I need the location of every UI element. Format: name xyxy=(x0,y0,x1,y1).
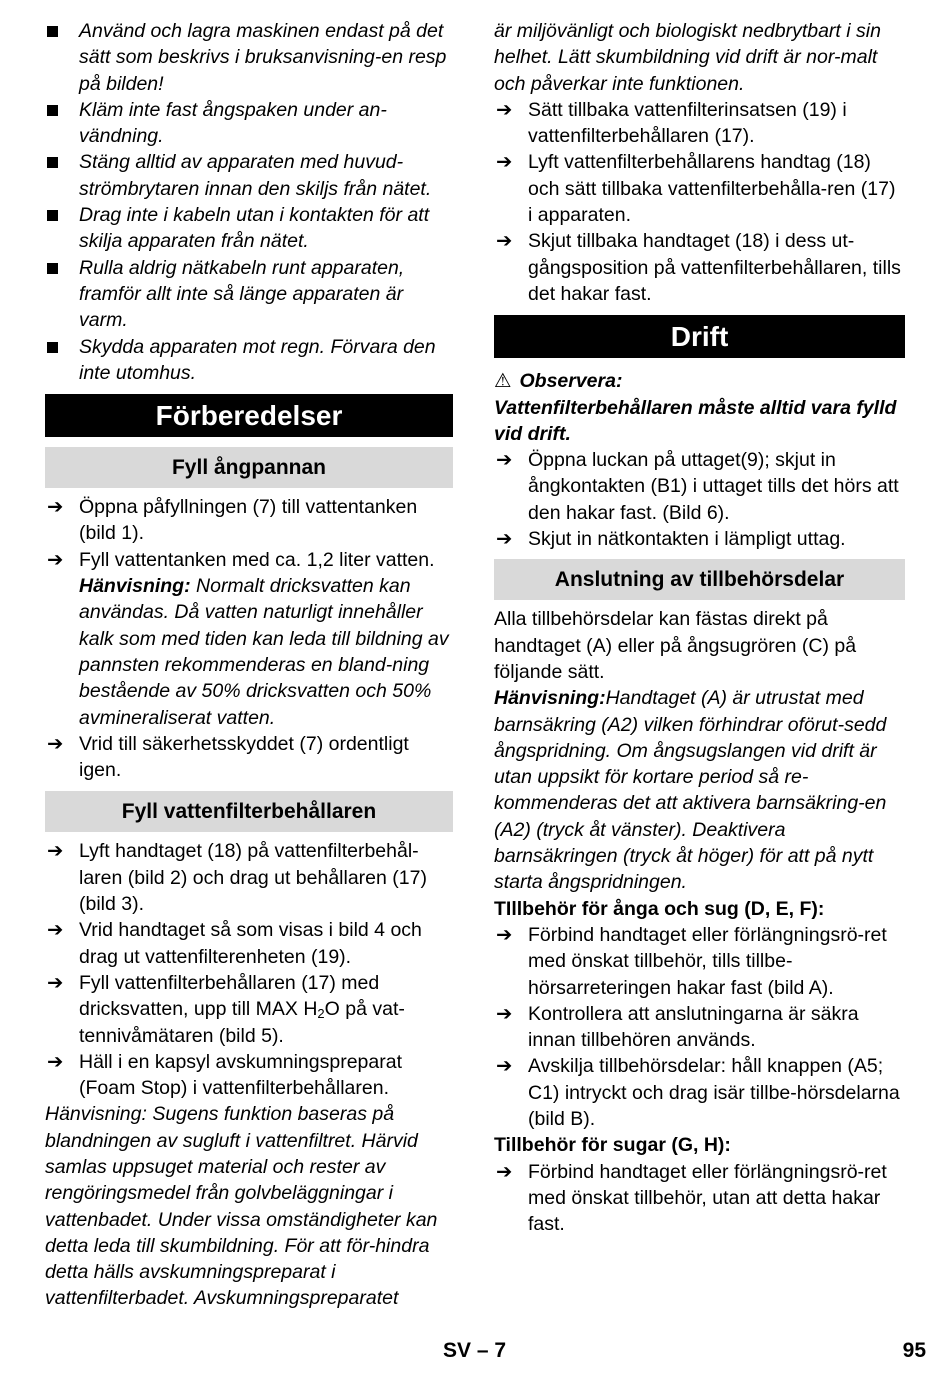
warning-text: Vattenfilterbehållaren måste alltid vara fylld vid drift. xyxy=(494,396,897,445)
note-label: Hänvisning xyxy=(45,1103,142,1126)
step-text: Kontrollera att anslutningarna är säkra innan tillbehören används. xyxy=(528,1002,859,1052)
arrow-right-icon: ➔ xyxy=(496,1002,513,1025)
instruction-step xyxy=(494,922,905,1001)
step-text: Vrid handtaget så som visas i bild 4 och drag ut vattenfilterenheten (19). xyxy=(79,919,422,968)
suction-accessory-heading: Tillbehör för sugar (G, H): xyxy=(494,1134,731,1157)
page-number: 95 xyxy=(902,1339,926,1362)
step-text: Skjut in nätkontakten i lämpligt uttag. xyxy=(528,528,846,551)
subheading-accessory-connection: Anslutning av tillbehörsdelar xyxy=(494,559,905,600)
section-heading-forberedelser: Förberedelser xyxy=(45,394,453,437)
note-paragraph xyxy=(45,1101,453,1311)
instruction-step xyxy=(494,228,905,307)
warning-triangle-icon: ⚠ xyxy=(494,370,512,393)
instruction-step xyxy=(45,731,453,784)
instruction-step xyxy=(45,494,453,547)
square-bullet-icon xyxy=(47,334,71,360)
square-bullet-icon xyxy=(47,202,71,228)
step-text: Skjut tillbaka handtaget (18) i dess ut-gångsposition på vattenfilterbehållaren, tills det hakar fast. xyxy=(528,230,901,305)
instruction-step xyxy=(494,526,905,552)
instruction-step xyxy=(45,547,453,731)
step-text: Öppna påfyllningen (7) till vattentanken (bild 1). xyxy=(79,496,418,545)
safety-item xyxy=(45,97,453,150)
safety-text: Rulla aldrig nätkabeln runt apparaten, framför allt inte så länge apparaten är varm. xyxy=(79,256,405,332)
note-paragraph xyxy=(494,685,905,895)
subheading-fill-water-filter: Fyll vattenfilterbehållaren xyxy=(45,791,453,832)
square-bullet-icon xyxy=(47,97,71,123)
note-text: Handtaget (A) är utrustat med barnsäkring (A2) vilken förhindrar oförut-sedd ångspridning. Om ångsugslangen vid drift är utan uppsikt för kortare period så re-kommenderas det att aktivera barnsäkring-en (A2) (tryck åt vänster). Deaktivera barnsäkringen (tryck åt höger) för att på nytt starta ångspridningen. xyxy=(494,687,887,894)
arrow-right-icon: ➔ xyxy=(47,840,64,863)
arrow-right-icon: ➔ xyxy=(47,919,64,942)
square-bullet-icon xyxy=(47,18,71,44)
right-column xyxy=(494,18,905,1237)
arrow-right-icon: ➔ xyxy=(496,230,513,253)
instruction-step xyxy=(494,447,905,526)
instruction-step xyxy=(494,149,905,228)
arrow-right-icon: ➔ xyxy=(496,923,513,946)
arrow-right-icon: ➔ xyxy=(47,732,64,755)
steam-accessory-heading: TIllbehör för ånga och sug (D, E, F): xyxy=(494,897,825,920)
instruction-step xyxy=(494,97,905,150)
arrow-right-icon: ➔ xyxy=(47,548,64,571)
safety-item xyxy=(45,255,453,334)
step-text: Vrid till säkerhetsskyddet (7) ordentligt igen. xyxy=(79,732,409,782)
subheading-fill-boiler: Fyll ångpannan xyxy=(45,447,453,488)
step-text: Förbind handtaget eller förlängningsrö-ret med önskat tillbehör, utan att detta hakar fast. xyxy=(528,1160,887,1236)
left-column xyxy=(45,18,453,1312)
instruction-step xyxy=(45,1049,453,1102)
instruction-step xyxy=(45,838,453,917)
step-text: Sätt tillbaka vattenfilterinsatsen (19) i vattenfilterbehållaren (17). xyxy=(528,98,847,148)
instruction-step xyxy=(45,917,453,970)
step-text: Lyft handtaget (18) på vattenfilterbehål-laren (bild 2) och drag ut behållaren (17) (bild 3). xyxy=(79,840,427,916)
arrow-right-icon: ➔ xyxy=(47,971,64,994)
note-label: Hänvisning: xyxy=(79,575,191,598)
arrow-right-icon: ➔ xyxy=(47,496,64,519)
step-text: O på vat-tennivåmätaren (bild 5). xyxy=(79,998,405,1047)
footer-section-label: SV – 7 xyxy=(443,1339,507,1362)
step-text: Avskilja tillbehörsdelar: håll knappen (A5; C1) intryckt och drag isär tillbe-hörsdelarna (bild B). xyxy=(528,1055,900,1130)
note-label: Hänvisning: xyxy=(494,687,606,710)
step-text: Fyll vattenfilterbehållaren (17) med dricksvatten, upp till MAX H xyxy=(79,971,380,1021)
safety-text: Drag inte i kabeln utan i kontakten för att skilja apparaten från nätet. xyxy=(79,204,430,253)
arrow-right-icon: ➔ xyxy=(496,1055,513,1078)
safety-item xyxy=(45,202,453,255)
warning-label: Observera: xyxy=(519,370,623,393)
instruction-step xyxy=(494,1001,905,1054)
arrow-right-icon: ➔ xyxy=(496,449,513,472)
continued-paragraph: är miljövänligt och biologiskt nedbrytbart i sin helhet. Lätt skumbildning vid drift är nor-malt och påverkar inte funktionen. xyxy=(494,20,881,95)
step-text: Lyft vattenfilterbehållarens handtag (18) och sätt tillbaka vattenfilterbehålla-ren (17) i apparaten. xyxy=(528,151,896,227)
step-text: Häll i en kapsyl avskumningspreparat (Foam Stop) i vattenfilterbehållaren. xyxy=(79,1050,402,1100)
note-text: : Sugens funktion baseras på blandningen av sugluft i vattenfiltret. Härvid samlas uppsuget material och rester av rengöringsmedel från golvbeläggningar i vattenbadet. Under vissa omständigheter kan detta leda till skumbildning. För att för-hindra detta hälls avskumningspreparat i vattenfilterbadet. Avskumningspreparatet xyxy=(45,1103,438,1310)
instruction-step xyxy=(45,970,453,1049)
arrow-right-icon: ➔ xyxy=(47,1050,64,1073)
safety-text: Kläm inte fast ångspaken under an-vändning. xyxy=(79,98,387,148)
step-text: Förbind handtaget eller förlängningsrö-ret med önskat tillbehör, tills tillbe-hörsarreteringen hakar fast (bild A). xyxy=(528,923,887,999)
safety-text: Använd och lagra maskinen endast på det sätt som beskrivs i bruksanvisning-en resp på bilden! xyxy=(79,20,447,95)
accessory-intro: Alla tillbehörsdelar kan fästas direkt på handtaget (A) eller på ångsugrören (C) på följande sätt. xyxy=(494,608,857,683)
safety-item xyxy=(45,149,453,202)
safety-list xyxy=(45,18,453,386)
safety-text: Stäng alltid av apparaten med huvud-strömbrytaren innan den skiljs från nätet. xyxy=(79,151,432,200)
square-bullet-icon xyxy=(47,255,71,281)
arrow-right-icon: ➔ xyxy=(496,151,513,174)
arrow-right-icon: ➔ xyxy=(496,1160,513,1183)
safety-item xyxy=(45,18,453,97)
warning-heading xyxy=(494,368,905,394)
step-text: Fyll vattentanken med ca. 1,2 liter vatten. xyxy=(79,548,435,571)
section-heading-drift: Drift xyxy=(494,315,905,358)
note-text: Normalt dricksvatten kan användas. Då vatten naturligt innehåller kalk som med tiden kan leda till bildning av pannsten rekommenderas en bland-ning bestående av 50% dricksvatten och 50% avmineraliserat vatten. xyxy=(79,575,449,729)
step-text: Öppna luckan på uttaget(9); skjut in ångkontakten (B1) i uttaget tills det hörs att den hakar fast. (Bild 6). xyxy=(528,449,899,524)
arrow-right-icon: ➔ xyxy=(496,528,513,551)
safety-item xyxy=(45,334,453,387)
subscript: 2 xyxy=(317,1006,325,1022)
safety-text: Skydda apparaten mot regn. Förvara den inte utomhus. xyxy=(79,335,436,384)
instruction-step xyxy=(494,1159,905,1238)
square-bullet-icon xyxy=(47,149,71,175)
instruction-step xyxy=(494,1053,905,1132)
arrow-right-icon: ➔ xyxy=(496,98,513,121)
